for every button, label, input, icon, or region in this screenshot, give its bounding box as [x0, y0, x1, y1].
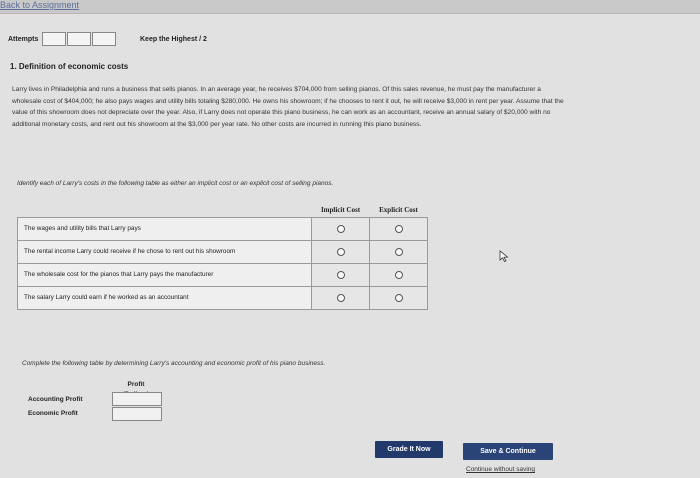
- implicit-cell: [312, 286, 370, 309]
- table-row: [18, 240, 428, 263]
- row-label: The salary Larry could earn if he worked as an accountant: [18, 286, 312, 309]
- implicit-radio[interactable]: [337, 294, 345, 302]
- back-to-assignment-link[interactable]: Back to Assignment: [0, 0, 80, 10]
- implicit-cell: [312, 217, 370, 240]
- explicit-radio[interactable]: [395, 294, 403, 302]
- accounting-profit-label: Accounting Profit: [28, 396, 83, 403]
- implicit-cell: [312, 240, 370, 263]
- economic-profit-label: Economic Profit: [28, 410, 78, 417]
- explicit-radio[interactable]: [395, 248, 403, 256]
- implicit-radio[interactable]: [337, 248, 345, 256]
- table-row: [18, 217, 428, 240]
- row-label: The wages and utility bills that Larry pays: [18, 217, 312, 240]
- row-label: The rental income Larry could receive if he chose to rent out his showroom: [18, 240, 312, 263]
- profit-table-instruction: Complete the following table by determining Larry's accounting and economic profit of his piano business.: [22, 360, 326, 367]
- empty-header: [18, 203, 312, 217]
- save-and-continue-button[interactable]: Save & Continue: [463, 443, 553, 460]
- table-row: [18, 263, 428, 286]
- cost-classification-table: [17, 203, 428, 310]
- attempts-label: Attempts: [8, 36, 39, 43]
- economic-profit-input[interactable]: [112, 407, 162, 421]
- explicit-cell: [370, 286, 428, 309]
- implicit-radio[interactable]: [337, 225, 345, 233]
- implicit-cell: [312, 263, 370, 286]
- column-header-implicit: Implicit Cost: [320, 205, 361, 214]
- keep-highest-label: Keep the Highest / 2: [140, 36, 207, 43]
- explicit-cell: [370, 217, 428, 240]
- explicit-radio[interactable]: [395, 225, 403, 233]
- row-label: The wholesale cost for the pianos that Larry pays the manufacturer: [18, 263, 312, 286]
- cost-table-instruction: Identify each of Larry's costs in the following table as either an implicit cost or an explicit cost of selling pianos.: [17, 180, 334, 187]
- grade-it-now-button[interactable]: Grade It Now: [375, 441, 443, 458]
- attempt-box-2: [67, 32, 91, 46]
- top-bar: [0, 0, 700, 14]
- explicit-cell: [370, 240, 428, 263]
- assignment-page: [0, 14, 700, 478]
- accounting-profit-input[interactable]: [112, 392, 162, 406]
- problem-text: Larry lives in Philadelphia and runs a business that sells pianos. In an average year, he receives $704,000 from selling pianos. Of this sales revenue, he must pay the manufacturer a wholesale cost of $404,000; he also pays wages and utility bills totaling $280,000. He owns his showroom; if he chooses to rent it out, he will receive $3,000 in rent per year. Assume that the value of this showroom does not depreciate over the year. Also, if Larry does not operate this piano business, he can work as an accountant, receive an annual salary of $20,000 with no additional monetary costs, and rent out his showroom at the $3,000 per year rate. No other costs are incurred in running this piano business.: [12, 86, 564, 128]
- implicit-radio[interactable]: [337, 271, 345, 279]
- attempt-box-3: [92, 32, 116, 46]
- column-header-explicit: Explicit Cost: [379, 205, 418, 214]
- problem-title: 1. Definition of economic costs: [10, 62, 129, 71]
- explicit-cell: [370, 263, 428, 286]
- table-row: [18, 286, 428, 309]
- profit-header-line1: Profit: [127, 381, 145, 388]
- continue-without-saving-link[interactable]: Continue without saving: [466, 466, 536, 473]
- mouse-pointer-icon: [499, 250, 509, 262]
- explicit-radio[interactable]: [395, 271, 403, 279]
- attempt-box-1: [42, 32, 66, 46]
